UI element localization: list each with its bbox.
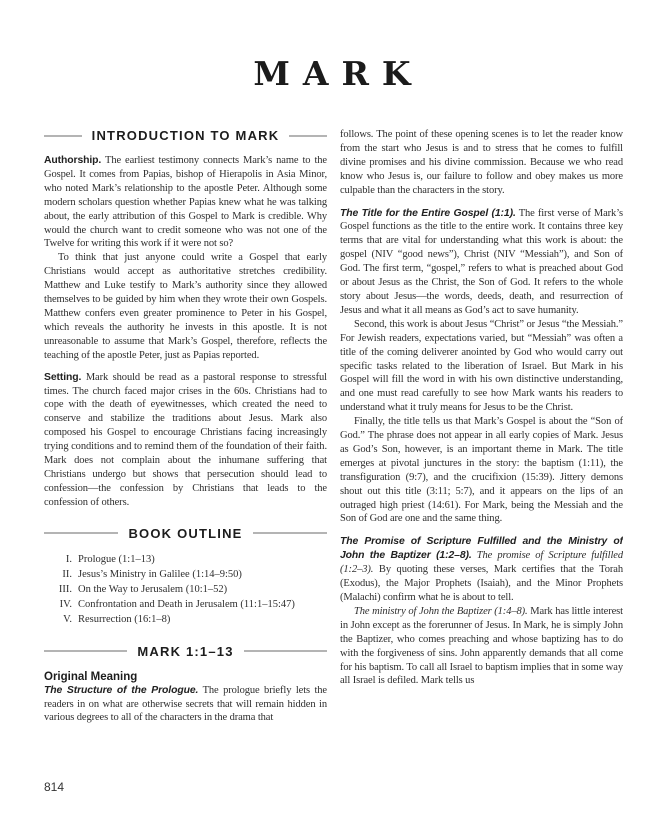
title-section-paragraph xyxy=(340,207,623,318)
introduction-heading xyxy=(44,128,327,143)
authorship-text: The earliest testimony connects Mark’s name to the Gospel. It comes from Papias, bishop of Hierapolis in Asia Minor, who noted Mark’s relationship to the apostle Peter. Although some modern scholars question whether Papias knew what he was talking about, the early attribution of this Gospel to Mark is credible. Why would the church want to credit someone who was not one of the Twelve for writing this work if it were not so? xyxy=(44,155,327,250)
heading-rule-right xyxy=(244,650,327,652)
setting-text: Mark should be read as a pastoral response to stressful times. The church faced major crises in the 60s. Christians had to cope with the death of eyewitnesses, which created the need to conserve and stabilize the traditions about Jesus. Mark also composed his Gospel to encourage Christians facing increasingly trying conditions and to remind them of the foundation of their faith. Mark does not complain about the inhumane suffering that Christians undergo but shows that persecution should lead to confession—the confession by Christians that leads to the confession of others. xyxy=(44,371,327,508)
authorship-paragraph-2: To think that just anyone could write a Gospel that early Christians would accept as authoritative stretches credibility. Matthew and Luke testify to Mark’s authority since they allowed themselves to be guided by him when they wrote their own Gospels. Matthew confers even greater prominence to Peter in his Gospel, which reveals the authority he invests in this apostle. It is not unreasonable to assume that Mark’s Gospel, therefore, reflects the teaching of the apostle Peter, just as Papias reported. xyxy=(44,252,327,361)
right-column xyxy=(340,128,623,796)
continuation-paragraph: follows. The point of these opening scenes is to let the reader know from the start who Jesus is and to stress that he comes to fulfill divine promises and his divine commission. Because we who read know who Jesus is, our failure to follow and obey makes us more culpable than the characters in the story. xyxy=(340,129,623,196)
outline-numeral: IV. xyxy=(59,599,72,611)
ministry-italic-lead: The ministry of John the Baptizer (1:4–8). xyxy=(354,605,528,617)
title-section-text: The first verse of Mark’s Gospel functions as the title to the entire work. It contains three key terms that are vital for understanding what this work is about: the gospel (NIV “good news”), Christ (NIV “Messiah”), and Son of God. The first term, “gospel,” refers to what is preached about God or about Jesus as the Christ, the Son of God. It refers to the whole story about Jesus—the words, deeds, death, and resurrection of Jesus and what it all means as God’s act to save humanity. xyxy=(340,207,623,316)
setting-paragraph xyxy=(44,371,327,510)
heading-rule-right xyxy=(289,135,327,137)
outline-item xyxy=(48,552,327,567)
promise-text: By quoting these verses, Mark certifies that the Torah (Exodus), the Major Prophets (Isaiah), and the Minor Prophets (Malachi) confirm what he is about to tell. xyxy=(340,564,623,603)
left-column xyxy=(44,128,327,796)
ministry-paragraph xyxy=(340,605,623,688)
outline-numeral: V. xyxy=(63,614,72,626)
outline-numeral: III. xyxy=(58,584,72,596)
book-outline-heading-text: BOOK OUTLINE xyxy=(128,525,243,541)
book-outline-list xyxy=(48,552,327,628)
heading-rule-left xyxy=(44,650,127,652)
heading-rule-left xyxy=(44,135,82,137)
structure-text: The prologue briefly lets the readers in on what are otherwise secrets that will remain hidden in various degrees to all of the characters in the drama that xyxy=(44,684,327,724)
outline-text: Prologue (1:1–13) xyxy=(78,553,155,565)
outline-text: On the Way to Jerusalem (10:1–52) xyxy=(78,584,228,596)
authorship-lead: Authorship. xyxy=(44,155,102,166)
outline-numeral: II. xyxy=(62,568,72,580)
mark-passage-heading xyxy=(44,644,327,659)
outline-text: Confrontation and Death in Jerusalem (11:1–15:47) xyxy=(78,599,295,611)
promise-section-lead: The Promise of Scripture Fulfilled and the Ministry of John the Baptizer (1:2–8). xyxy=(340,536,623,562)
outline-item xyxy=(48,612,327,627)
outline-text: Resurrection (16:1–8) xyxy=(78,614,171,626)
page-number: 814 xyxy=(44,780,65,794)
outline-item xyxy=(48,567,327,582)
heading-rule-left xyxy=(44,532,118,534)
ministry-text: Mark has little interest in John except as the forerunner of Jesus. In Mark, he is simply John the Baptizer, who comes preaching and whose baptizing has to do with the forgiveness of sins. John apparently demands that all come for his baptism. To call all Israel to baptism implies that in some way all Israel is defiled. Mark tells us xyxy=(340,605,623,687)
authorship-paragraph xyxy=(44,154,327,251)
outline-numeral: I. xyxy=(65,553,72,565)
outline-item xyxy=(48,582,327,597)
finally-paragraph: Finally, the title tells us that Mark’s Gospel is about the “Son of God.” The phrase does not appear in all early copies of Mark. Jesus as God’s Son, however, is an important theme in Mark. The title emerges at pivotal junctures in the story: the baptism (1:11), the transfiguration (9:7), and the crucifixion (15:39). Jittery demons shout out this title (3:11; 5:7), and it appears on the lips of an outraged high priest (14:61). For Mark, being the Messiah and the Son of God are one and the same thing. xyxy=(340,416,623,525)
outline-text: Jesus’s Ministry in Galilee (1:14–9:50) xyxy=(78,568,242,580)
second-term-paragraph: Second, this work is about Jesus “Christ” or Jesus “the Messiah.” For Jewish readers, expectations varied, but “Messiah” was often a title of the coming deliverer anointed by God who would carry out specific tasks related to the liberation of Israel. But Mark in his Gospel will fill the word in with his own distinctive understanding, and one must read carefully to see how Mark wants his readers to understand what it truly means for Jesus to be the Christ. xyxy=(340,318,623,414)
setting-lead: Setting. xyxy=(44,371,82,383)
mark-passage-heading-text: MARK 1:1–13 xyxy=(137,643,234,659)
title-section-lead: The Title for the Entire Gospel (1:1). xyxy=(340,207,516,219)
book-outline-heading xyxy=(44,526,327,541)
introduction-heading-text: INTRODUCTION TO MARK xyxy=(91,128,280,143)
promise-section-paragraph xyxy=(340,535,623,605)
structure-paragraph xyxy=(44,684,327,726)
original-meaning-subhead: Original Meaning xyxy=(44,670,138,683)
outline-item xyxy=(48,597,327,612)
text-columns xyxy=(44,128,623,796)
structure-lead: The Structure of the Prologue. xyxy=(44,684,199,696)
book-title: MARK xyxy=(253,54,424,93)
heading-rule-right xyxy=(253,532,327,534)
promise-italic-lead: The promise of Scripture fulfilled (1:2–3). xyxy=(340,550,623,576)
